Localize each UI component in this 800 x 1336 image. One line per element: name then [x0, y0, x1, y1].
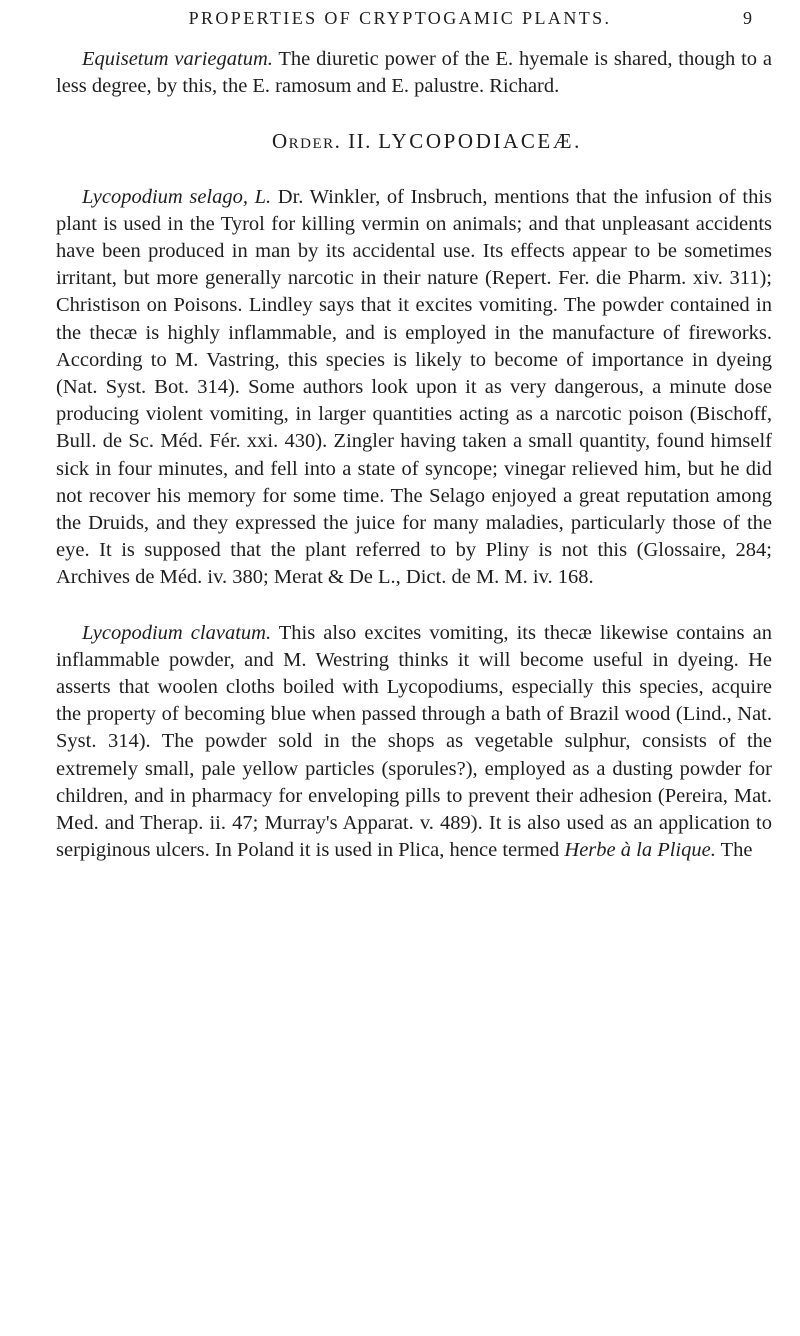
page-number: 9	[743, 8, 752, 28]
species-name: Equisetum variegatum.	[82, 48, 273, 70]
order-label: Order. II.	[272, 129, 372, 154]
section-gap	[56, 100, 772, 128]
order-heading	[56, 128, 772, 155]
paragraph-text: This also excites vomiting, its thecæ likewise contains an inflammable powder, and M. Westring thinks it will become useful in dyeing. He asserts that woolen cloths boiled with Lycopodiums, especially this species, acquire the property of becoming blue when passed through a bath of Brazil wood (Lind., Nat. Syst. 314). The powder sold in the shops as vegetable sulphur, consists of the extremely small, pale yellow particles (sporules?), employed as a dusting powder for children, and in pharmacy for enveloping pills to prevent their adhesion (Pereira, Mat. Med. and Therap. ii. 47; Murray's Apparat. v. 489). It is also used as an application to serpiginous ulcers. In Poland it is used in Plica, hence termed	[56, 621, 772, 862]
body-text	[56, 46, 772, 864]
running-head	[0, 8, 800, 32]
section-gap	[56, 592, 772, 620]
paragraph-text: Dr. Winkler, of Insbruch, mentions that the infusion of this plant is used in the Tyrol for killing vermin on animals; and that unpleasant accidents have been produced in man by its accidental use. Its effects appear to be sometimes irritant, but more generally narcotic in their nature (Repert. Fer. die Pharm. xiv. 311); Christison on Poisons. Lindley says that it excites vomiting. The powder contained in the thecæ is highly inflammable, and is employed in the manufacture of fireworks. According to M. Vastring, this species is likely to become of importance in dyeing (Nat. Syst. Bot. 314). Some authors look upon it as very dangerous, a minute dose producing violent vomiting, in larger quantities acting as a narcotic poison (Bischoff, Bull. de Sc. Méd. Fér. xxi. 430). Zingler having taken a small quantity, found himself sick in four minutes, and fell into a state of syncope; vinegar relieved him, but he did not recover his memory for some time. The Selago enjoyed a great reputation among the Druids, and they expressed the juice for many maladies, particularly those of the eye. It is supposed that the plant referred to by Pliny is not this (Glossaire, 284; Archives de Méd. iv. 380; Merat & De L., Dict. de M. M. iv. 168.	[56, 185, 772, 589]
italic-term: Herbe à la Plique.	[564, 839, 716, 862]
paragraph-text: The diuretic power of the E. hyemale is shared, though to a less degree, by this, the E. ramosum and E. palustre. Richard.	[56, 48, 772, 98]
species-name: Lycopodium clavatum.	[82, 621, 272, 644]
paragraph-equisetum	[56, 46, 772, 100]
paragraph-text-end: The	[715, 839, 753, 862]
species-name: Lycopodium selago, L.	[82, 185, 272, 208]
running-title: PROPERTIES OF CRYPTOGAMIC PLANTS.	[188, 8, 612, 28]
section-gap	[56, 156, 772, 184]
order-name: LYCOPODIACEÆ.	[378, 129, 582, 154]
paragraph-selago	[56, 184, 772, 592]
paragraph-clavatum	[56, 620, 772, 865]
